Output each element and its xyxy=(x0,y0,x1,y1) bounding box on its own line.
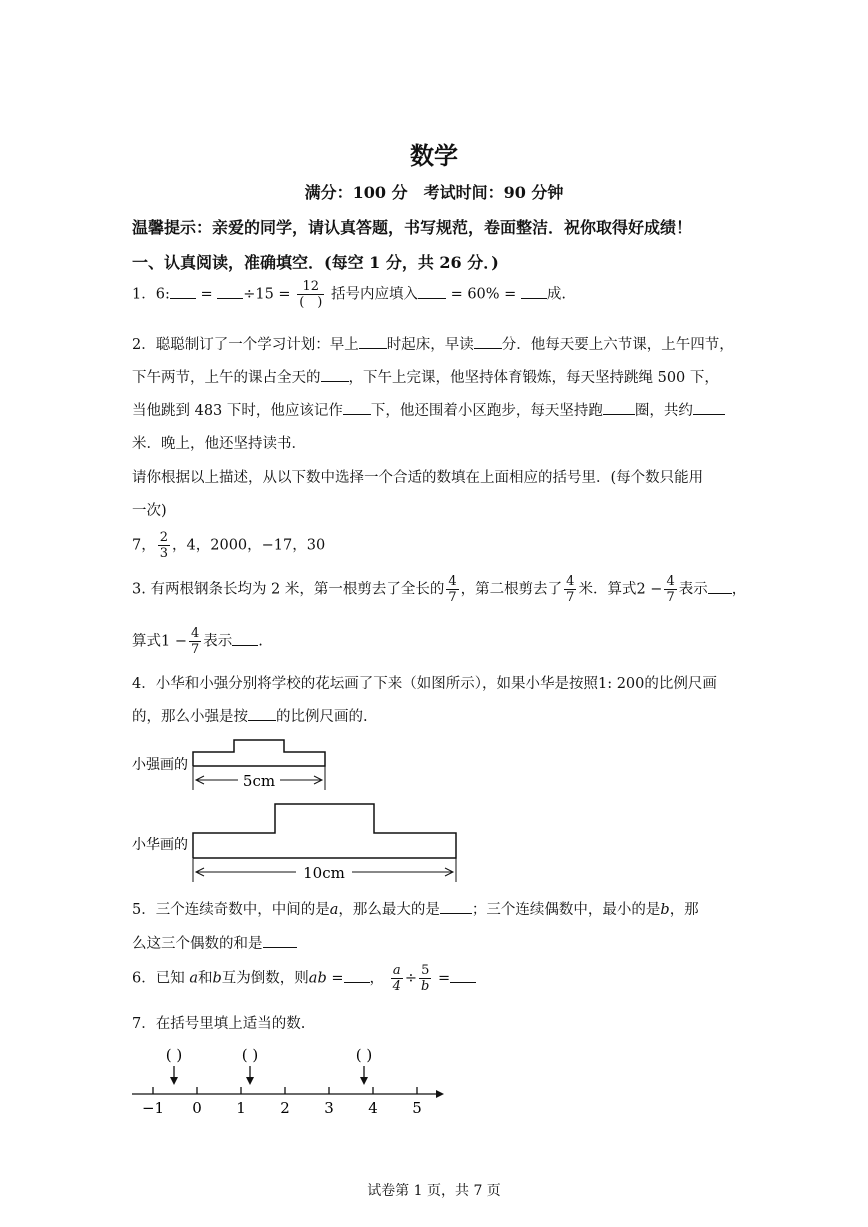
answer-bracket[interactable]: ( ) xyxy=(241,1046,259,1064)
section-heading: 一、认真阅读，准确填空．(每空 1 分，共 26 分．) xyxy=(132,253,499,272)
number-choices: 7， $\frac{2}{3}$ ，4，2000，−17，30 xyxy=(132,530,326,561)
fraction: $\frac{4}{7}$ xyxy=(448,574,457,605)
tick-label: 4 xyxy=(368,1099,378,1117)
question-2-line-3: 当他跳到 483 下时，他应该记作 下，他还围着小区跑步，每天坚持跑 圈，共约 xyxy=(132,399,725,420)
answer-blank[interactable] xyxy=(344,968,370,983)
fraction: $\frac{4}{7}$ xyxy=(190,626,200,657)
fraction: $\frac{4}{7}$ xyxy=(566,574,575,605)
question-4-line-2: 的，那么小强是按 的比例尺画的. xyxy=(132,705,368,726)
answer-blank[interactable] xyxy=(450,968,476,983)
fraction: $\frac{2}{3}$ xyxy=(159,530,169,561)
number-line-ticks xyxy=(142,1087,422,1117)
question-2-line-6: 一次) xyxy=(132,503,167,519)
page-title: 数学 xyxy=(410,141,458,170)
small-flowerbed-outline xyxy=(193,740,325,766)
question-3-line-2: 算式1 − $\frac{4}{7}$ 表示 . xyxy=(132,626,263,657)
tick-label: −1 xyxy=(141,1099,165,1117)
page-footer: 试卷第 1 页，共 7 页 xyxy=(367,1183,501,1199)
arrow-down-icon xyxy=(246,1077,254,1085)
label-small-drawing: 小强画的 xyxy=(132,757,188,773)
arrow-down-icon xyxy=(360,1077,368,1085)
question-2-line-5: 请你根据以上描述，从以下数中选择一个合适的数填在上面相应的括号里．(每个数只能用 xyxy=(132,470,704,486)
label-large-drawing: 小华画的 xyxy=(132,837,188,853)
question-5-line-2: 么这三个偶数的和是 xyxy=(132,932,297,953)
dim-label-small: 5cm xyxy=(242,772,276,790)
question-6: 6．已知 a和b互为倒数，则ab = ， $\frac{a}{4}$ ÷ $\frac{5}{b}$ = xyxy=(132,963,476,994)
answer-blank[interactable] xyxy=(440,899,472,914)
fraction: $\frac{a}{4}$ xyxy=(392,963,401,994)
fraction: $\frac{5}{b}$ xyxy=(421,963,430,994)
fraction: $\frac{4}{7}$ xyxy=(666,574,675,605)
question-3-line-1: 3. 有两根钢条长均为 2 米，第一根剪去了全长的 $\frac{4}{7}$ ，第二根剪去了 $\frac{4}{7}$ 米．算式2 − $\frac{4}{7}$ 表示 ， xyxy=(132,574,747,605)
dim-label-large: 10cm xyxy=(303,864,345,882)
tick-label: 0 xyxy=(192,1099,202,1117)
tick-label: 5 xyxy=(412,1099,422,1117)
answer-bracket[interactable]: ( ) xyxy=(165,1046,183,1064)
fraction: $\frac{12}{( )}$ xyxy=(299,279,323,310)
answer-bracket[interactable]: ( ) xyxy=(355,1046,373,1064)
question-2-line-2: 下午两节，上午的课占全天的 ，下午上完课，他坚持体育锻炼，每天坚持跳绳 500 下， xyxy=(132,366,719,387)
axis-arrow-icon xyxy=(436,1090,444,1098)
question-2-line-1: 2．聪聪制订了一个学习计划：早上 时起床，早读 分．他每天要上六节课，上午四节， xyxy=(132,333,734,354)
question-4-line-1: 4．小华和小强分别将学校的花坛画了下来（如图所示），如果小华是按照1: 200的比例尺画 xyxy=(132,676,717,692)
tip-line: 温馨提示：亲爱的同学，请认真答题，书写规范，卷面整洁．祝你取得好成绩！ xyxy=(132,218,693,237)
tick-label: 1 xyxy=(236,1099,246,1117)
arrow-down-icon xyxy=(170,1077,178,1085)
large-flowerbed-outline xyxy=(193,804,456,858)
question-7: 7．在括号里填上适当的数. xyxy=(132,1016,306,1032)
question-2-line-4: 米．晚上，他还坚持读书． xyxy=(132,436,306,452)
tick-label: 3 xyxy=(324,1099,334,1117)
answer-blank[interactable] xyxy=(263,933,297,948)
exam-info: 满分：100 分 考试时间：90 分钟 xyxy=(304,183,564,202)
question-5-line-1: 5．三个连续奇数中，中间的是a，那么最大的是 ；三个连续偶数中，最小的是b，那 xyxy=(132,898,699,919)
question-1: 1．6: = ÷15 = $\frac{12}{( )}$ 括号内应填入 = 60% = 成. xyxy=(132,279,567,310)
tick-label: 2 xyxy=(280,1099,290,1117)
